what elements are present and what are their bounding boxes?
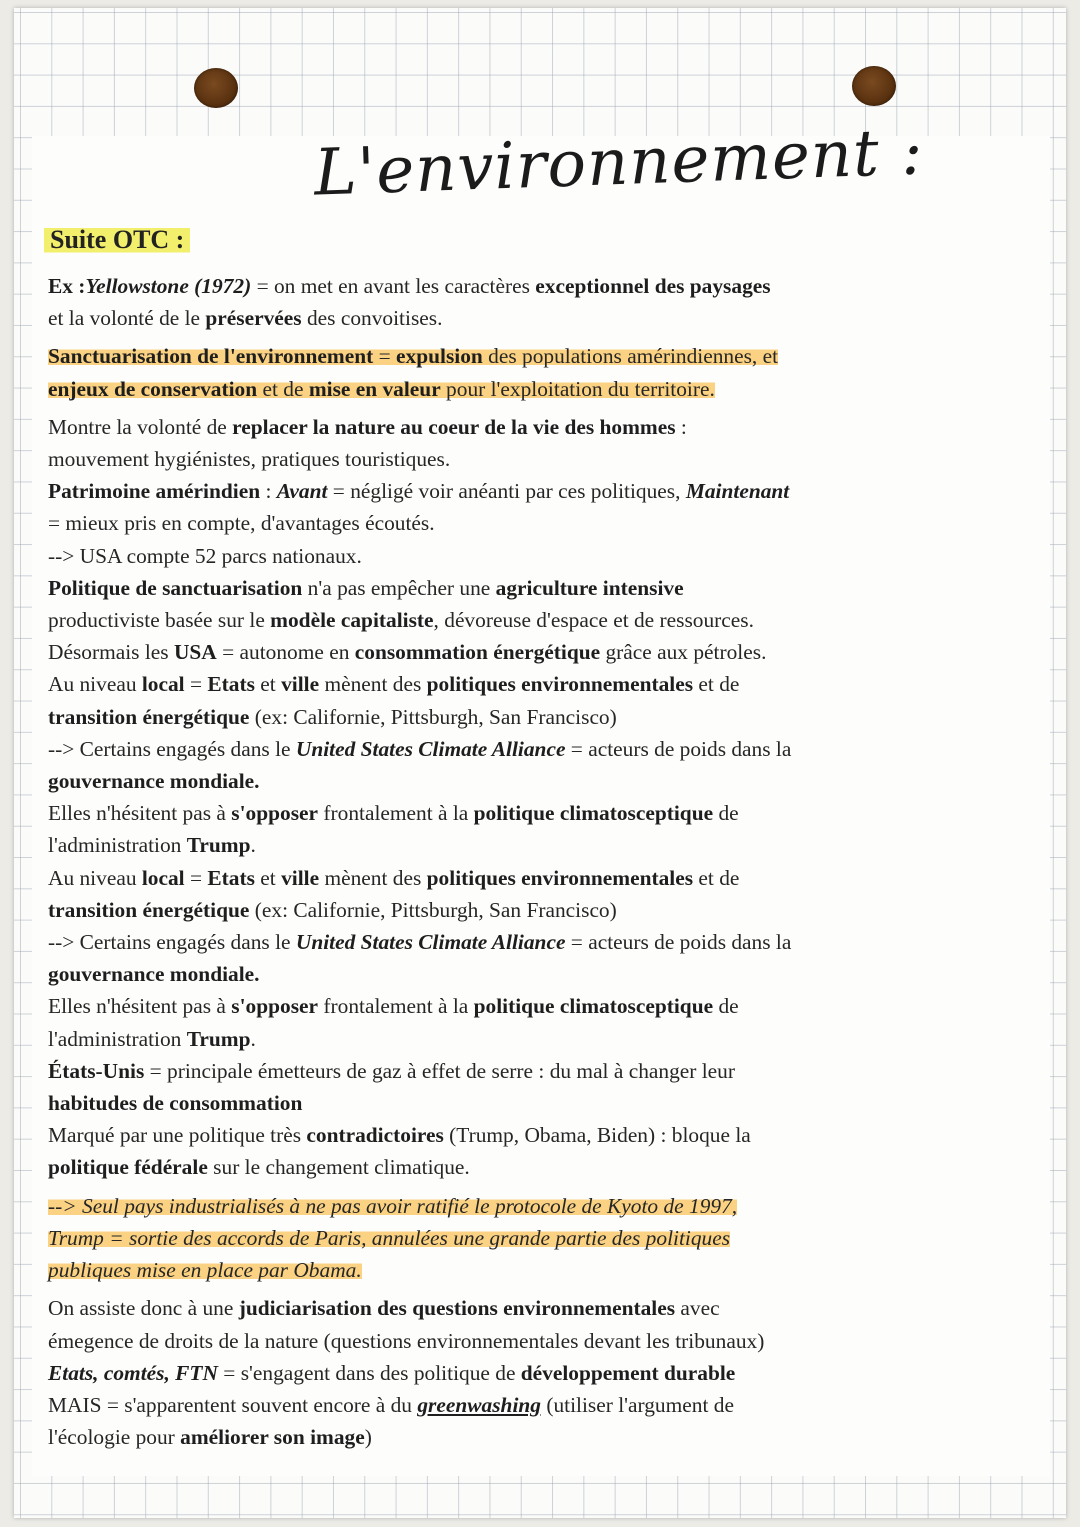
bold-text: s'opposer — [231, 994, 319, 1019]
text-line — [48, 1292, 1008, 1324]
bold-text: modèle capitaliste — [270, 608, 434, 633]
text: et la volonté de le — [48, 306, 206, 331]
bold-italic-text: Avant — [276, 479, 328, 504]
text-line — [48, 958, 1008, 990]
text: Elles n'hésitent pas à — [48, 801, 232, 826]
text: = principale émetteurs de gaz à effet de serre : du mal à changer leur — [144, 1058, 735, 1083]
text-line — [48, 1389, 1008, 1421]
text-line — [48, 1421, 1008, 1453]
text: des convoitises. — [301, 306, 443, 331]
text: pour l'exploitation du territoire. — [440, 376, 715, 401]
bold-text: consommation énergétique — [354, 640, 601, 665]
text-line: = mieux pris en compte, d'avantages écoutés. — [48, 511, 435, 536]
text: mènent des — [319, 672, 427, 697]
bold-text: Ex : — [48, 274, 86, 298]
bold-text: Etats — [207, 672, 255, 697]
text-line — [48, 797, 1008, 829]
bold-text: préservées — [205, 306, 302, 331]
highlighted-italic-text: publiques mise en place par Obama. — [48, 1258, 362, 1283]
text: l'administration — [48, 833, 187, 858]
bold-italic-text: United States Climate Alliance — [295, 930, 566, 955]
text: = négligé voir anéanti par ces politiques, — [327, 479, 686, 504]
bold-text: s'opposer — [231, 801, 319, 826]
text: , dévoreuse d'espace et de ressources. — [433, 608, 754, 633]
text: l'administration — [48, 1026, 187, 1051]
highlighted-italic-text: --> Seul pays industrialisés à ne pas avoir ratifié le protocole de Kyoto de 1997, — [48, 1193, 738, 1218]
bold-text: replacer la nature au coeur de la vie des hommes — [232, 414, 676, 439]
text-line — [48, 668, 1008, 700]
bold-italic-text: Maintenant — [685, 479, 790, 504]
bold-text: améliorer son image — [180, 1425, 365, 1450]
bold-text: ville — [281, 865, 320, 890]
text: et de — [257, 376, 309, 401]
text: productiviste basée sur le — [48, 608, 271, 633]
bold-text: expulsion — [396, 344, 483, 369]
bold-text: enjeux de conservation — [48, 376, 258, 401]
bold-italic-text: Etats, comtés, FTN — [48, 1360, 218, 1385]
bold-text: judiciarisation des questions environnementales — [238, 1296, 676, 1321]
highlighted-line — [48, 1190, 1008, 1222]
text-line — [48, 411, 1008, 443]
text: . — [250, 833, 256, 858]
bold-text: local — [141, 865, 185, 890]
text-line — [48, 990, 1008, 1022]
text-line — [48, 1087, 1008, 1119]
text: Désormais les — [48, 640, 174, 665]
highlighted-line — [48, 1222, 1008, 1254]
text: MAIS = s'apparentent souvent encore à du — [48, 1392, 418, 1417]
bold-text: politiques environnementales — [426, 865, 694, 890]
text: . — [250, 1026, 256, 1051]
text-line — [48, 765, 1008, 797]
text: Montre la volonté de — [48, 414, 233, 439]
bold-text: exceptionnel des paysages — [535, 274, 771, 298]
notebook-sheet — [14, 8, 1066, 1518]
bold-text: mise en valeur — [308, 376, 441, 401]
text-line: --> USA compte 52 parcs nationaux. — [48, 543, 362, 568]
text-line — [48, 862, 1008, 894]
bold-text: Trump — [186, 833, 251, 858]
text-line — [48, 1151, 1008, 1183]
text: (utiliser l'argument de — [540, 1392, 734, 1417]
text: mènent des — [319, 865, 427, 890]
text: et — [254, 865, 282, 890]
text-line — [48, 1357, 1008, 1389]
section-label: Suite OTC : — [44, 225, 190, 255]
text-line — [48, 572, 1008, 604]
text: grâce aux pétroles. — [600, 640, 767, 665]
text: = on met en avant les caractères — [251, 274, 536, 298]
text-line — [48, 604, 1008, 636]
text: = — [373, 344, 397, 369]
text: n'a pas empêcher une — [302, 575, 496, 600]
notes-body — [48, 270, 1008, 1453]
text-line — [48, 302, 1008, 334]
text: ) — [364, 1425, 372, 1450]
bold-text: politique climatosceptique — [473, 801, 714, 826]
text: Marqué par une politique très — [48, 1123, 307, 1148]
text: Elles n'hésitent pas à — [48, 994, 232, 1019]
text: = acteurs de poids dans la — [565, 736, 792, 761]
text: --> Certains engagés dans le — [48, 736, 296, 761]
text: : — [675, 414, 687, 439]
text: = acteurs de poids dans la — [565, 930, 792, 955]
bold-text: Trump — [186, 1026, 251, 1051]
bold-text: local — [141, 672, 185, 697]
text-line — [48, 270, 1008, 302]
text: avec — [675, 1296, 720, 1321]
highlighted-line — [48, 373, 1008, 405]
bold-text: politique fédérale — [48, 1155, 208, 1180]
text: = — [184, 865, 208, 890]
text-line — [48, 1023, 1008, 1055]
bold-text: Politique de sanctuarisation — [48, 575, 303, 600]
text: et de — [693, 865, 740, 890]
bold-text: politique climatosceptique — [473, 994, 714, 1019]
punch-hole-right — [852, 66, 896, 106]
bold-text: Patrimoine amérindien — [48, 479, 261, 504]
text-line — [48, 1119, 1008, 1151]
text: (ex: Californie, Pittsburgh, San Francisco) — [249, 704, 617, 729]
text: et de — [693, 672, 740, 697]
text-line: émegence de droits de la nature (questions environnementales devant les tribunaux) — [48, 1328, 765, 1353]
text: de — [713, 994, 739, 1019]
text: Au niveau — [48, 865, 142, 890]
text: (ex: Californie, Pittsburgh, San Francisco) — [249, 897, 617, 922]
bold-text: gouvernance mondiale. — [48, 962, 260, 987]
bold-text: transition énergétique — [48, 704, 250, 729]
highlighted-line — [48, 1254, 1008, 1286]
text: : — [260, 479, 277, 504]
text: sur le changement climatique. — [207, 1155, 470, 1180]
bold-text: Sanctuarisation de l'environnement — [48, 344, 374, 369]
text: de — [713, 801, 739, 826]
text-line — [48, 1055, 1008, 1087]
text: = s'engagent dans des politique de — [217, 1360, 521, 1385]
bold-text: transition énergétique — [48, 897, 250, 922]
text: = — [184, 672, 208, 697]
text-line — [48, 894, 1008, 926]
bold-text: développement durable — [520, 1360, 736, 1385]
text-line: mouvement hygiénistes, pratiques touristiques. — [48, 447, 451, 472]
text: l'écologie pour — [48, 1425, 181, 1450]
text: des populations amérindiennes, et — [482, 344, 779, 369]
text: frontalement à la — [318, 994, 474, 1019]
bold-text: contradictoires — [306, 1123, 444, 1148]
text: frontalement à la — [318, 801, 474, 826]
text-line — [48, 926, 1008, 958]
text-line — [48, 636, 1008, 668]
text: (Trump, Obama, Biden) : bloque la — [443, 1123, 751, 1148]
text: et — [254, 672, 282, 697]
bold-text: États-Unis — [48, 1058, 145, 1083]
bold-text: USA — [173, 640, 217, 665]
bold-text: agriculture intensive — [495, 575, 684, 600]
bold-text: Etats — [207, 865, 255, 890]
bold-text: habitudes de consommation — [48, 1091, 303, 1116]
bold-italic-text: United States Climate Alliance — [295, 736, 566, 761]
bold-italic-text: Yellowstone (1972) — [85, 274, 252, 298]
text: Au niveau — [48, 672, 142, 697]
text-line — [48, 733, 1008, 765]
bold-text: politiques environnementales — [426, 672, 694, 697]
underlined-term: greenwashing — [417, 1392, 541, 1417]
text-line — [48, 475, 1008, 507]
text-line — [48, 829, 1008, 861]
punch-hole-left — [194, 68, 238, 108]
text: --> Certains engagés dans le — [48, 930, 296, 955]
page-title: L'environnement : — [312, 115, 925, 211]
text: On assiste donc à une — [48, 1296, 239, 1321]
text-line — [48, 701, 1008, 733]
highlighted-line — [48, 340, 1008, 372]
bold-text: ville — [281, 672, 320, 697]
text: = autonome en — [216, 640, 355, 665]
bold-text: gouvernance mondiale. — [48, 769, 260, 794]
highlighted-italic-text: Trump = sortie des accords de Paris, annulées une grande partie des politiques — [48, 1225, 731, 1250]
